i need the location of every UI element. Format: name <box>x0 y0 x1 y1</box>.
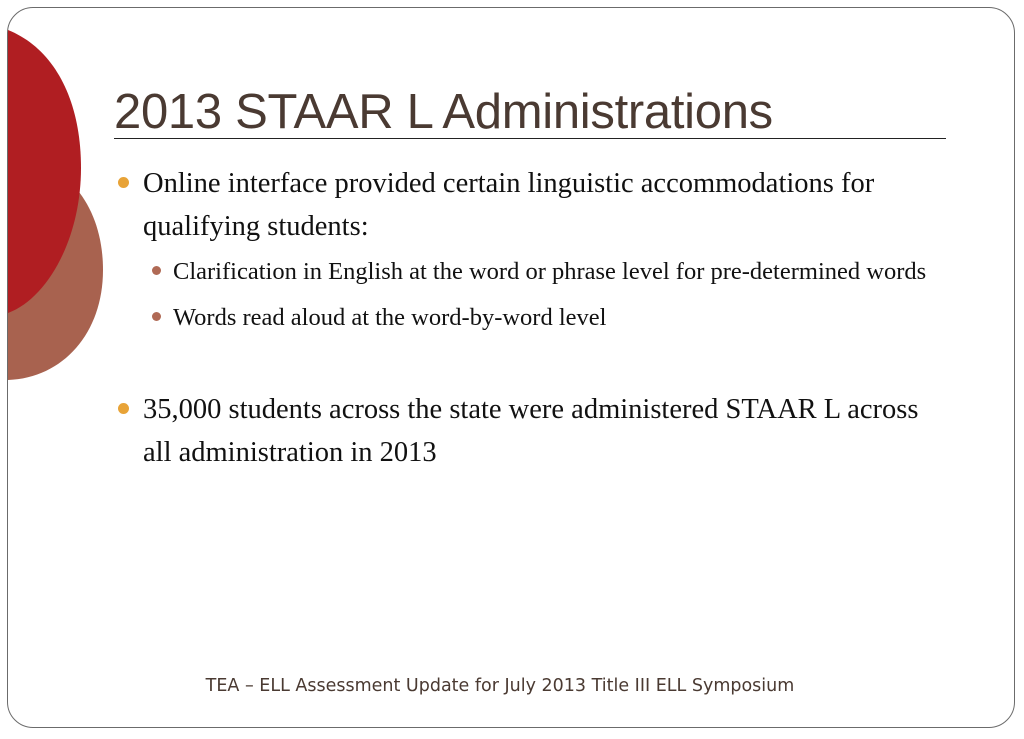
sub-bullet-item <box>146 298 954 338</box>
sub-bullet-text: Clarification in English at the word or phrase level for pre-determined words <box>173 258 927 285</box>
bullet-text: 35,000 students across the state were administered STAAR L across all administration in 2013 <box>143 394 919 468</box>
slide-title: 2013 STAAR L Administrations <box>114 85 773 139</box>
sub-bullet-item <box>146 252 954 292</box>
bullet-text: Online interface provided certain linguistic accommodations for qualifying students: <box>143 168 875 242</box>
sub-bullet-list <box>114 252 954 338</box>
bullet-item <box>114 388 954 474</box>
slide-content <box>114 162 954 474</box>
sub-bullet-dot-icon <box>152 312 161 321</box>
slide-footer: TEA – ELL Assessment Update for July 2013 Title III ELL Symposium <box>205 676 795 696</box>
sub-bullet-dot-icon <box>152 266 161 275</box>
bullet-dot-icon <box>118 403 129 414</box>
sub-bullet-text: Words read aloud at the word-by-word level <box>173 304 607 331</box>
bullet-item <box>114 162 954 248</box>
bullet-dot-icon <box>118 177 129 188</box>
decorative-circles <box>8 8 128 408</box>
title-underline <box>114 138 946 139</box>
spacer <box>114 344 954 388</box>
